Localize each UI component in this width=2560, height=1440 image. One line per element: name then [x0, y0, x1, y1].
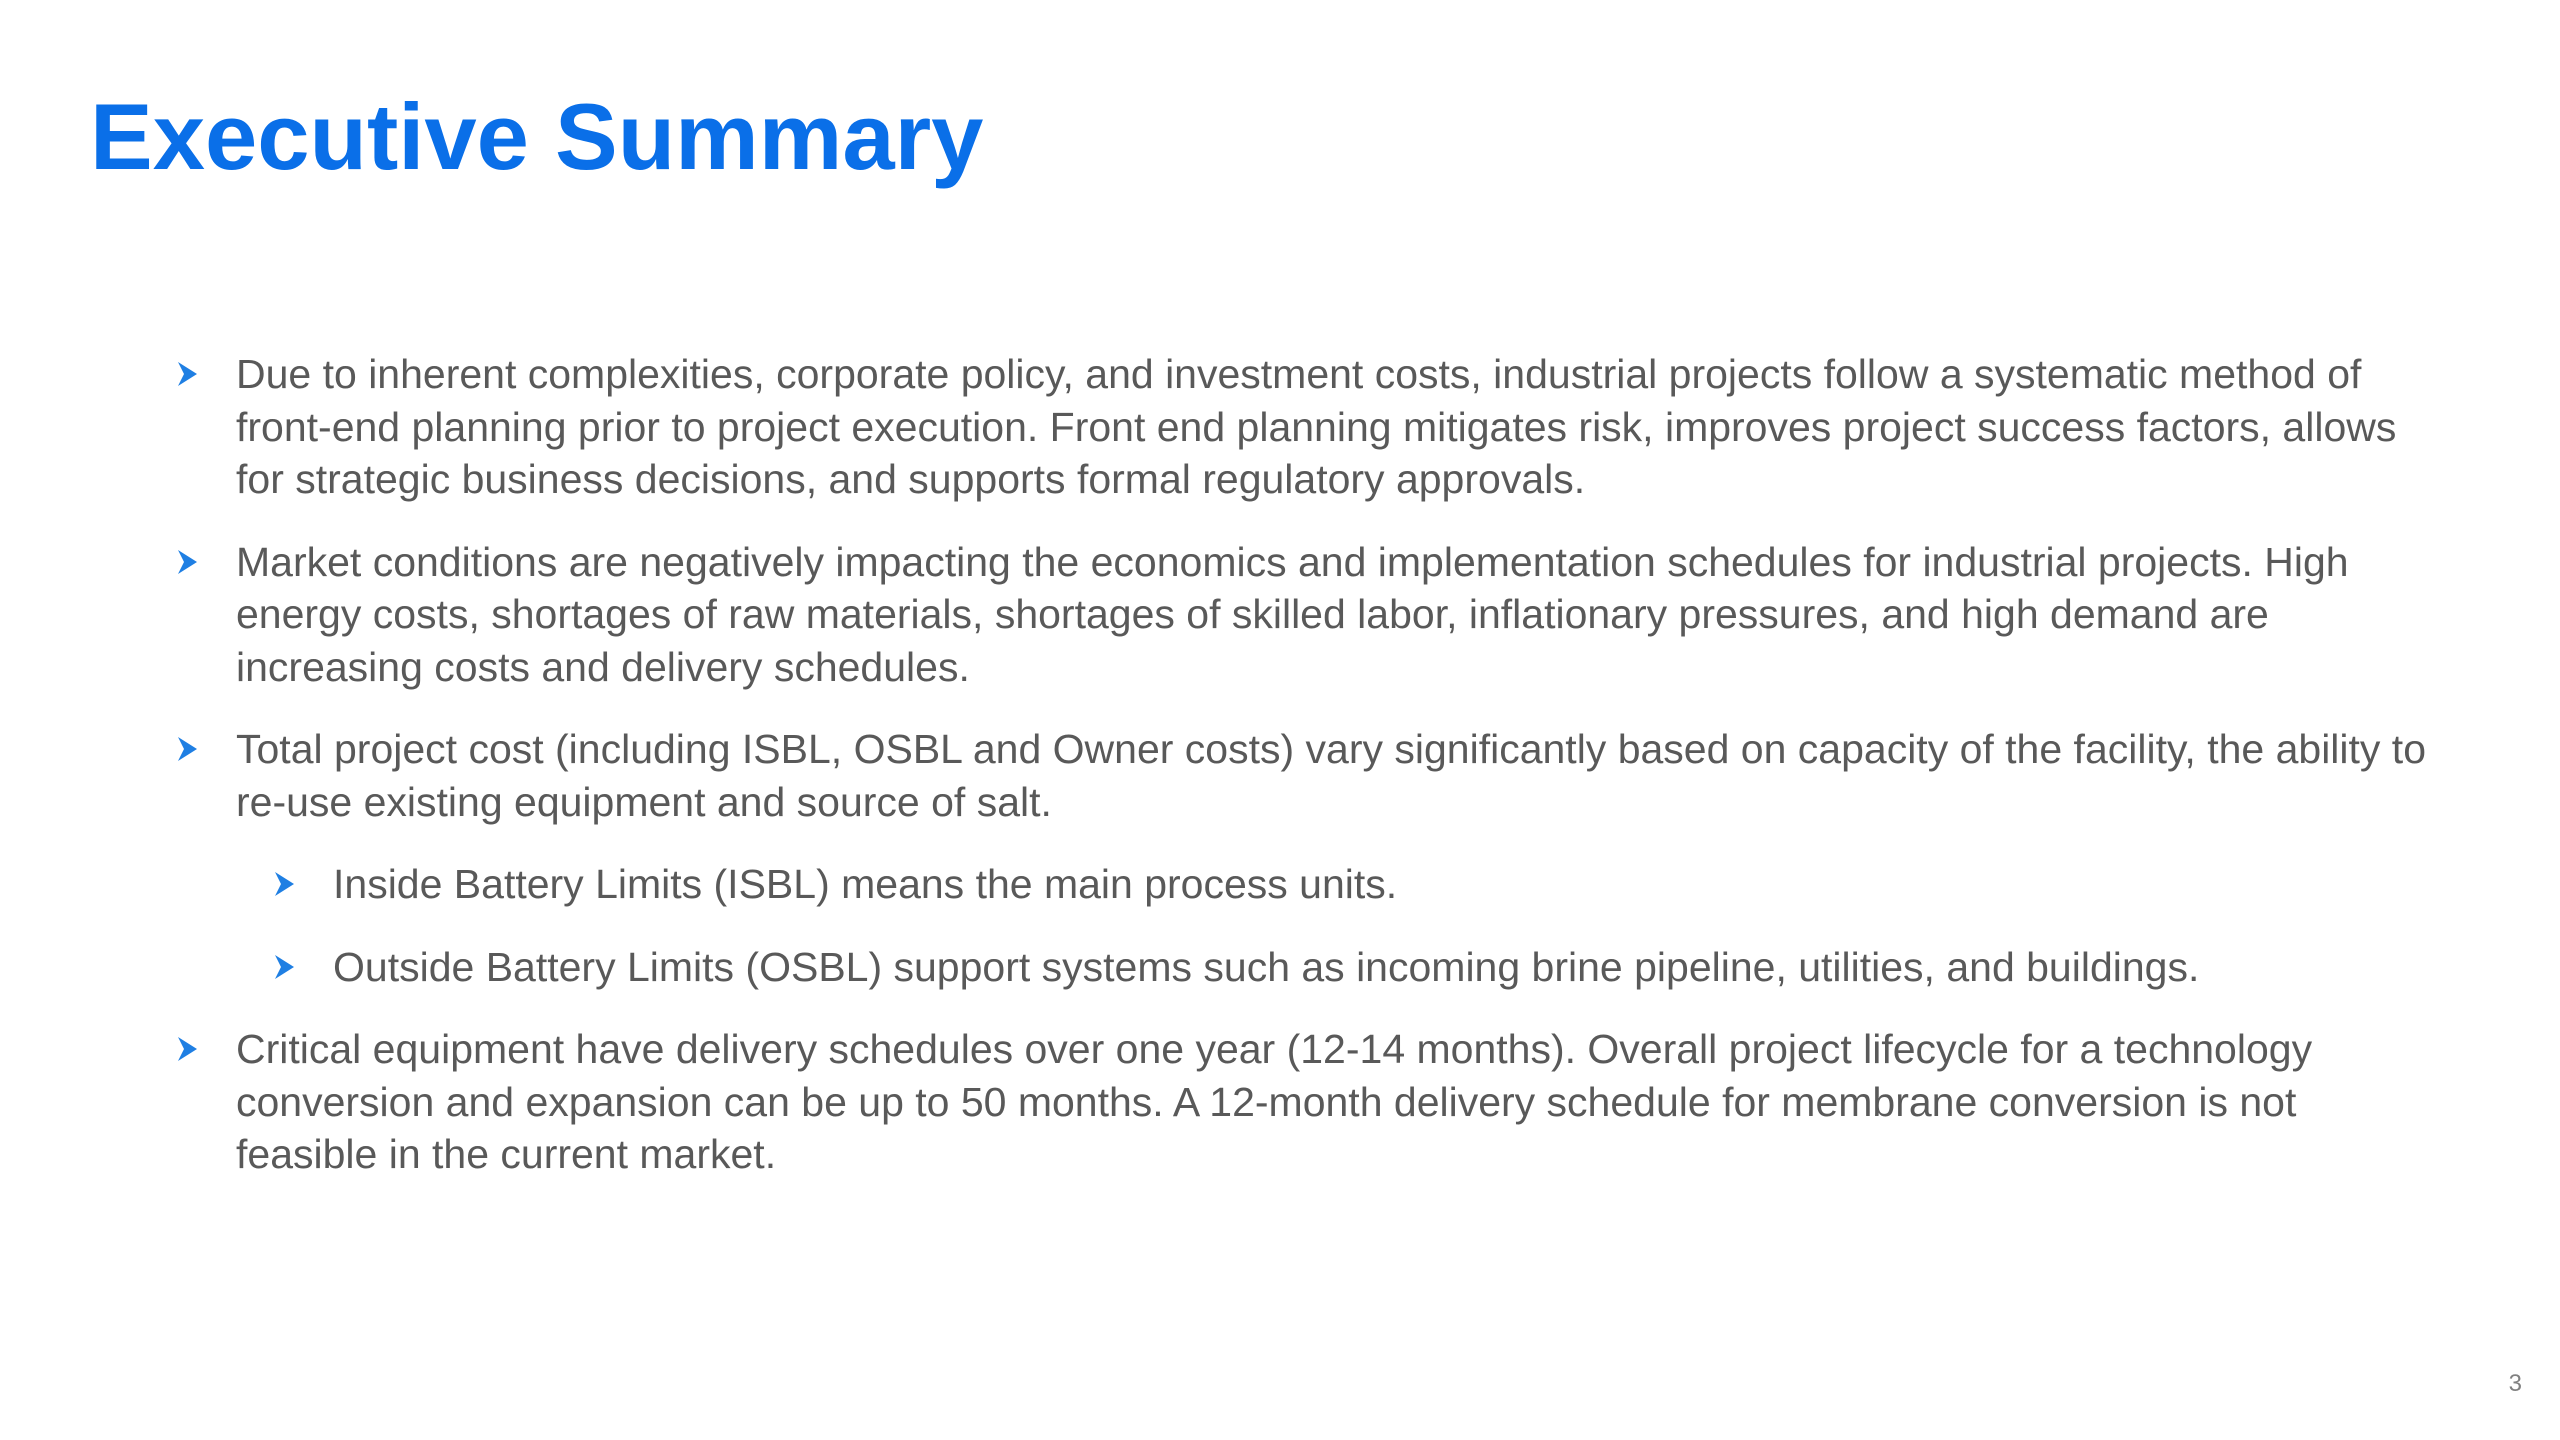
- arrow-bullet-icon: [176, 1036, 198, 1062]
- bullet-list: [172, 348, 2442, 1211]
- arrow-bullet-icon: [176, 549, 198, 575]
- bullet-text: Outside Battery Limits (OSBL) support systems such as incoming brine pipeline, utilities, and buildings.: [333, 943, 2200, 990]
- bullet-item: [172, 536, 2442, 694]
- sub-bullet-item: [269, 858, 2442, 911]
- bullet-text: Due to inherent complexities, corporate policy, and investment costs, industrial projects follow a systematic method of front-end planning prior to project execution. Front end planning mitigates risk, improves project success factors, allows for strategic business decisions, and supports formal regulatory approvals.: [236, 351, 2397, 502]
- arrow-bullet-icon: [273, 954, 295, 980]
- page-number: 3: [2508, 1370, 2522, 1397]
- bullet-text: Inside Battery Limits (ISBL) means the main process units.: [333, 861, 1398, 907]
- bullet-text: Market conditions are negatively impacting the economics and implementation schedules for industrial projects. High energy costs, shortages of raw materials, shortages of skilled labor, inflationary pressures, and high demand are increasing costs and delivery schedules.: [236, 538, 2349, 690]
- bullet-item: [172, 348, 2442, 506]
- arrow-bullet-icon: [273, 871, 295, 897]
- slide-title: Executive Summary: [90, 84, 984, 189]
- bullet-text: Total project cost (including ISBL, OSBL and Owner costs) vary significantly based on capacity of the facility, the ability to re-use existing equipment and source of salt.: [236, 726, 2426, 825]
- arrow-bullet-icon: [176, 361, 198, 387]
- arrow-bullet-icon: [176, 736, 198, 762]
- bullet-item: [172, 1023, 2442, 1181]
- bullet-text: Critical equipment have delivery schedules over one year (12-14 months). Overall project lifecycle for a technology conversion and expansion can be up to 50 months. A 12-month delivery schedule for membrane conversion is not feasible in the current market.: [236, 1026, 2313, 1177]
- sub-bullet-item: [269, 941, 2442, 994]
- bullet-item: [172, 723, 2442, 828]
